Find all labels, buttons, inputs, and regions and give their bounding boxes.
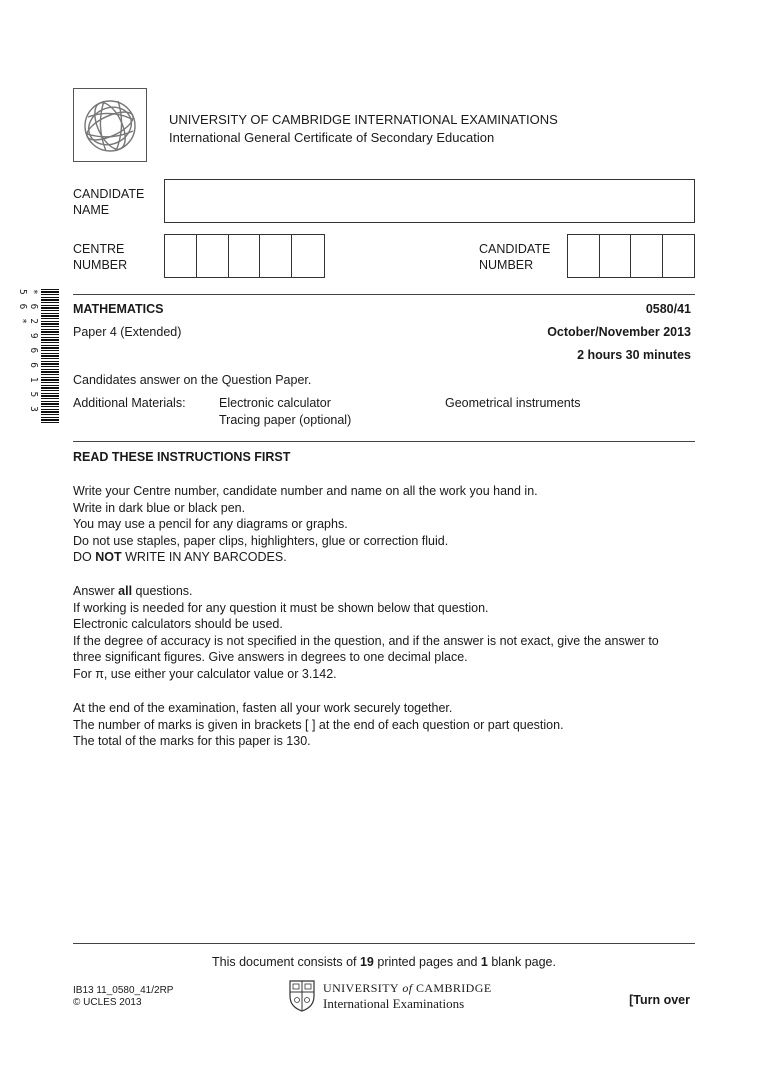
candidate-name-label-1: CANDIDATE <box>73 187 145 201</box>
footer-divider <box>73 943 695 944</box>
instruction-line: Write in dark blue or black pen. <box>73 500 246 515</box>
candidate-number-field[interactable] <box>567 234 695 278</box>
answer-location-note: Candidates answer on the Question Paper. <box>73 373 312 387</box>
candidate-number-label-1: CANDIDATE <box>479 242 551 256</box>
materials-label: Additional Materials: <box>73 396 186 410</box>
centre-number-label-1: CENTRE <box>73 242 125 256</box>
instruction-emphasis: all <box>118 584 133 598</box>
instructions-paragraph-2 <box>73 583 695 683</box>
printed-page-count: 19 <box>359 955 374 969</box>
divider <box>73 294 695 295</box>
exam-board-heading <box>169 111 558 147</box>
candidate-digit-box[interactable] <box>663 235 694 277</box>
instruction-line: For π, use either your calculator value or 3.142. <box>73 666 337 681</box>
barcode-number: * 6 2 9 6 6 1 5 3 5 6 * <box>17 289 39 414</box>
page-count-note <box>0 955 768 969</box>
document-reference <box>73 985 173 1009</box>
centre-number-field[interactable] <box>164 234 325 278</box>
centre-digit-box[interactable] <box>260 235 292 277</box>
copyright-notice: © UCLES 2013 <box>73 997 142 1008</box>
instructions-paragraph-3 <box>73 700 695 750</box>
page-count-text: blank page. <box>487 955 556 969</box>
candidate-digit-box[interactable] <box>600 235 632 277</box>
exam-session: October/November 2013 <box>547 325 691 339</box>
instruction-text: questions. <box>132 584 193 598</box>
logo-word: of <box>399 981 416 995</box>
page-count-text: printed pages and <box>373 955 481 969</box>
board-line-2: International General Certificate of Secondary Education <box>169 130 495 145</box>
ucles-globe-logo <box>73 88 147 162</box>
centre-digit-box[interactable] <box>165 235 197 277</box>
crest-icon <box>289 980 315 1012</box>
barcode-bars <box>41 289 59 425</box>
board-line-1: UNIVERSITY OF CAMBRIDGE INTERNATIONAL EXAMINATIONS <box>169 112 558 127</box>
centre-number-label-2: NUMBER <box>73 258 128 272</box>
instruction-line: If the degree of accuracy is not specified in the question, and if the answer is not exact, give the answer to <box>73 633 659 648</box>
material-tracing-paper: Tracing paper (optional) <box>219 413 352 427</box>
instruction-text: WRITE IN ANY BARCODES. <box>121 550 287 565</box>
turn-over-note: [Turn over <box>629 993 690 1007</box>
instruction-line: The total of the marks for this paper is 130. <box>73 734 311 749</box>
instruction-text: DO <box>73 550 96 565</box>
instruction-text: Answer <box>73 584 119 598</box>
instruction-line: Write your Centre number, candidate number and name on all the work you hand in. <box>73 484 538 498</box>
barcode <box>17 289 63 425</box>
centre-number-label <box>73 241 127 273</box>
instruction-emphasis: NOT <box>95 550 122 565</box>
centre-digit-box[interactable] <box>292 235 324 277</box>
candidate-number-label-2: NUMBER <box>479 258 534 272</box>
globe-icon <box>74 89 146 161</box>
subject-title: MATHEMATICS <box>73 302 164 316</box>
candidate-name-label <box>73 186 144 218</box>
reference-code: IB13 11_0580_41/2RP <box>73 985 174 996</box>
cambridge-logo <box>289 980 492 1014</box>
instruction-line-answer-all <box>73 583 695 600</box>
material-calculator: Electronic calculator <box>219 396 331 410</box>
instruction-line-barcodes <box>73 549 695 566</box>
paper-title: Paper 4 (Extended) <box>73 325 182 339</box>
instruction-line: Electronic calculators should be used. <box>73 617 283 632</box>
instruction-line: Do not use staples, paper clips, highlighters, glue or correction fluid. <box>73 533 449 548</box>
instructions-paragraph-1 <box>73 483 695 566</box>
instruction-line: three significant figures. Give answers in degrees to one decimal place. <box>73 650 468 665</box>
paper-code: 0580/41 <box>645 302 691 316</box>
instruction-line: You may use a pencil for any diagrams or graphs. <box>73 517 348 532</box>
logo-wordmark-line-2: International Examinations <box>323 996 465 1011</box>
instruction-line: At the end of the examination, fasten all your work securely together. <box>73 701 453 715</box>
blank-page-count: 1 <box>480 955 488 969</box>
divider <box>73 441 695 442</box>
logo-word: UNIVERSITY <box>323 981 399 995</box>
instructions-heading: READ THESE INSTRUCTIONS FIRST <box>73 450 291 464</box>
candidate-digit-box[interactable] <box>631 235 663 277</box>
logo-word: CAMBRIDGE <box>415 981 492 995</box>
centre-digit-box[interactable] <box>197 235 229 277</box>
candidate-name-label-2: NAME <box>73 203 110 217</box>
instruction-line: If working is needed for any question it must be shown below that question. <box>73 600 489 615</box>
material-geometrical-instruments: Geometrical instruments <box>445 396 581 410</box>
centre-digit-box[interactable] <box>229 235 261 277</box>
candidate-digit-box[interactable] <box>568 235 600 277</box>
page-count-text: This document consists of <box>212 955 360 969</box>
candidate-number-label <box>479 241 550 273</box>
instruction-line: The number of marks is given in brackets [ ] at the end of each question or part question. <box>73 717 564 732</box>
logo-wordmark-line-1 <box>323 981 492 996</box>
exam-duration: 2 hours 30 minutes <box>577 348 691 362</box>
candidate-name-field[interactable] <box>164 179 695 223</box>
